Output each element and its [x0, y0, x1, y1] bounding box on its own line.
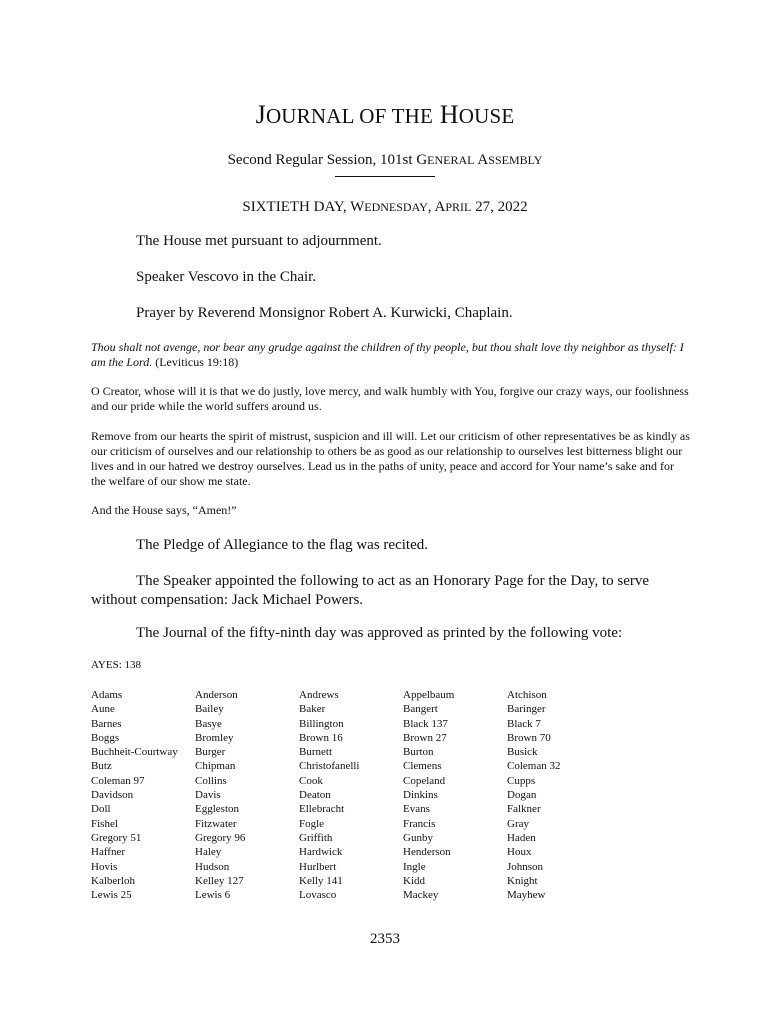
member-name: Bailey	[195, 703, 224, 716]
prayer-by-line: Prayer by Reverend Monsignor Robert A. Kurwicki, Chaplain.	[136, 305, 513, 321]
member-name: Haley	[195, 846, 222, 859]
prayer-paragraph-1: O Creator, whose will it is that we do justly, love mercy, and walk humbly with You, forgive our crazy ways, our foolishness and our pride while the world suffers around us.	[91, 384, 689, 413]
name-column-4	[403, 688, 454, 902]
member-name: Kalberloh	[91, 874, 135, 887]
member-name: Ellebracht	[299, 803, 345, 816]
title-divider	[335, 176, 435, 177]
member-name: Chipman	[195, 760, 236, 773]
member-name: Falkner	[507, 803, 541, 816]
member-name: Basye	[195, 717, 222, 730]
day-part-2: PRIL	[445, 200, 472, 214]
member-name: Lewis 6	[195, 889, 231, 902]
member-name: Baker	[299, 703, 326, 716]
member-name: Baringer	[507, 703, 546, 716]
member-name: Bangert	[403, 703, 438, 716]
member-name: Aune	[91, 703, 115, 716]
day-heading	[0, 199, 770, 216]
member-name: Brown 70	[507, 731, 551, 744]
member-name: Butz	[91, 760, 112, 773]
member-name: Gray	[507, 817, 529, 830]
day-prefix: SIXTIETH DAY,	[242, 199, 347, 215]
member-name: Haffner	[91, 846, 125, 859]
journal-title	[0, 100, 770, 130]
speaker-line: Speaker Vescovo in the Chair.	[136, 269, 317, 285]
member-name: Haden	[507, 831, 536, 844]
member-name: Boggs	[91, 731, 120, 744]
member-name: Collins	[195, 774, 227, 787]
member-name: Henderson	[403, 846, 451, 859]
member-name: Kelley 127	[195, 874, 244, 887]
title-initial-j: J	[255, 100, 266, 129]
member-name: Christofanelli	[299, 760, 360, 773]
session-part-1: ENERAL	[427, 153, 475, 167]
name-column-2	[195, 688, 245, 902]
member-name: Clemens	[403, 760, 442, 773]
member-name: Brown 16	[299, 731, 343, 744]
member-name: Kidd	[403, 874, 425, 887]
member-name: Davidson	[91, 789, 134, 802]
day-part-1: EDNESDAY	[364, 200, 428, 214]
session-prefix: Second Regular Session, 101st	[227, 152, 413, 168]
member-name: Lewis 25	[91, 889, 132, 902]
journal-approval-line: The Journal of the fifty-ninth day was approved as printed by the following vote:	[136, 625, 623, 641]
scripture-text: Thou shalt not avenge, nor bear any grudge against the children of thy people, but thou shalt love thy neighbor as thyself: I am the Lord.	[91, 340, 684, 369]
prayer-paragraph-2: Remove from our hearts the spirit of mistrust, suspicion and ill will. Let our criticism of other representatives be as kindly as our criticism of ourselves and our relationship to others be as good as our relationship to ourselves lest bitterness blight our lives and in our hatred we destroy ourselves. Lead us in the paths of unity, peace and accord for Your name’s sake and for the welfare of our show me state.	[91, 429, 690, 488]
member-name: Hudson	[195, 860, 230, 873]
scripture-quote	[91, 340, 691, 370]
session-subtitle	[0, 152, 770, 169]
session-initial-g: G	[416, 152, 428, 168]
day-initial-w: W	[350, 199, 365, 215]
page-number: 2353	[370, 931, 400, 947]
title-part-1: OURNAL OF THE	[265, 104, 434, 128]
member-name: Cupps	[507, 774, 536, 787]
member-name: Andrews	[299, 689, 339, 701]
member-name: Barnes	[91, 717, 122, 730]
title-initial-h: H	[439, 100, 459, 129]
name-column-5	[507, 688, 560, 902]
member-name: Gregory 51	[91, 831, 142, 844]
name-column-3	[299, 688, 360, 902]
member-name: Lovasco	[299, 889, 337, 902]
member-name: Bromley	[195, 731, 234, 744]
member-name: Busick	[507, 746, 538, 759]
day-separator: ,	[427, 199, 432, 215]
name-column-1	[91, 688, 178, 902]
member-name: Cook	[299, 774, 323, 787]
member-name: Appelbaum	[403, 689, 455, 701]
member-name: Fishel	[91, 817, 118, 830]
session-part-2: SSEMBLY	[488, 153, 543, 167]
member-name: Burnett	[299, 746, 332, 759]
member-name: Doll	[91, 803, 111, 816]
member-name: Mackey	[403, 889, 439, 902]
member-name: Griffith	[299, 831, 333, 844]
member-name: Knight	[507, 874, 538, 887]
member-name: Mayhew	[507, 889, 546, 902]
member-name: Ingle	[403, 860, 426, 873]
member-name: Black 7	[507, 717, 541, 730]
member-name: Dogan	[507, 789, 537, 802]
member-name: Coleman 97	[91, 774, 145, 787]
member-name: Dinkins	[403, 789, 438, 802]
member-name: Hardwick	[299, 846, 343, 859]
member-name: Davis	[195, 789, 221, 802]
prayer-amen: And the House says, “Amen!”	[91, 503, 237, 517]
member-name: Evans	[403, 803, 430, 816]
member-name: Black 137	[403, 717, 448, 730]
member-name: Houx	[507, 846, 532, 859]
member-name: Francis	[403, 817, 436, 830]
member-name: Hurlbert	[299, 860, 337, 873]
member-name: Copeland	[403, 774, 446, 787]
ayes-label: AYES: 138	[91, 659, 142, 671]
day-date: 27, 2022	[475, 199, 528, 215]
day-initial-a: A	[434, 199, 446, 215]
pledge-line: The Pledge of Allegiance to the flag was recited.	[136, 537, 428, 553]
member-name: Billington	[299, 717, 344, 730]
member-name: Adams	[91, 689, 123, 701]
member-name: Gunby	[403, 831, 433, 844]
scripture-citation: (Leviticus 19:18)	[152, 355, 239, 369]
member-name: Atchison	[507, 689, 547, 701]
member-name: Gregory 96	[195, 831, 246, 844]
member-name: Hovis	[91, 860, 118, 873]
member-name: Brown 27	[403, 731, 447, 744]
honorary-page-paragraph: The Speaker appointed the following to act as an Honorary Page for the Day, to serve without compensation: Jack Michael Powers.	[91, 573, 650, 608]
member-name: Burger	[195, 746, 226, 759]
member-name: Johnson	[507, 860, 544, 873]
member-name: Buchheit-Courtway	[91, 746, 178, 759]
member-name: Fogle	[299, 817, 325, 830]
met-line: The House met pursuant to adjournment.	[136, 233, 382, 249]
member-name: Fitzwater	[195, 817, 237, 830]
title-part-2: OUSE	[458, 104, 515, 128]
session-initial-a: A	[477, 152, 489, 168]
member-name: Burton	[403, 746, 434, 759]
member-name: Eggleston	[195, 803, 239, 816]
member-name: Anderson	[195, 689, 238, 701]
member-name: Deaton	[299, 789, 331, 802]
member-name: Kelly 141	[299, 874, 343, 887]
member-name: Coleman 32	[507, 760, 561, 773]
